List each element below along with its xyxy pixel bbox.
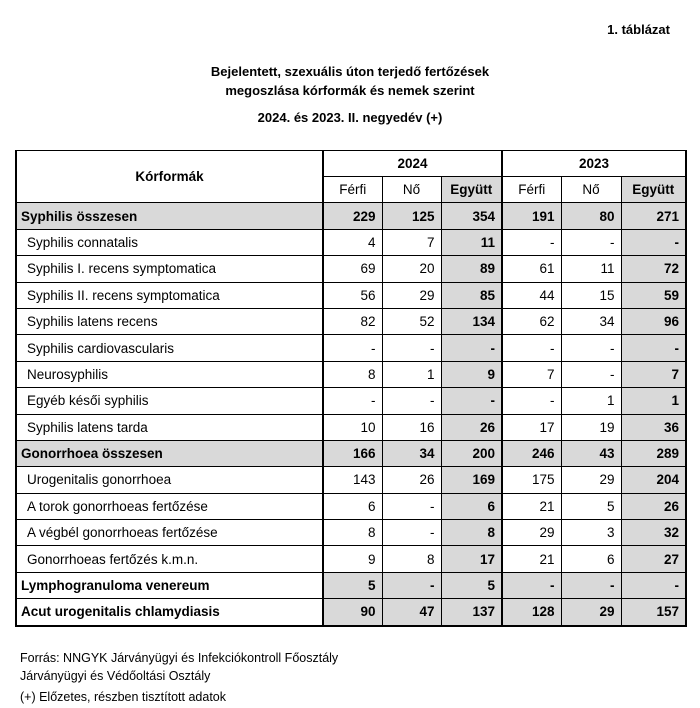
cell-female-2024: - xyxy=(382,520,441,546)
cell-total-2023: 59 xyxy=(621,282,686,308)
cell-total-2023: 27 xyxy=(621,546,686,572)
cell-total-2024: 134 xyxy=(441,308,502,334)
header-year-2023: 2023 xyxy=(502,151,686,177)
cell-total-2023: 32 xyxy=(621,520,686,546)
row-label: Gonorrhoea összesen xyxy=(16,440,323,466)
table-row xyxy=(16,361,686,387)
row-label: Syphilis latens tarda xyxy=(16,414,323,440)
cell-male-2024: 229 xyxy=(323,203,382,229)
title-line-1: Bejelentett, szexuális úton terjedő fertőzések xyxy=(210,64,490,79)
header-male-2024: Férfi xyxy=(323,177,382,203)
row-label: Lymphogranuloma venereum xyxy=(16,572,323,598)
cell-male-2023: 7 xyxy=(502,361,561,387)
cell-total-2024: 8 xyxy=(441,520,502,546)
cell-total-2023: 7 xyxy=(621,361,686,387)
table-row xyxy=(16,414,686,440)
cell-male-2023: 175 xyxy=(502,467,561,493)
cell-total-2024: - xyxy=(441,335,502,361)
cell-total-2024: 5 xyxy=(441,572,502,598)
cell-female-2024: 34 xyxy=(382,440,441,466)
table-row xyxy=(16,493,686,519)
cell-total-2024: 26 xyxy=(441,414,502,440)
cell-male-2023: - xyxy=(502,335,561,361)
cell-male-2024: - xyxy=(323,388,382,414)
cell-total-2023: - xyxy=(621,335,686,361)
cell-male-2023: 44 xyxy=(502,282,561,308)
cell-male-2024: 6 xyxy=(323,493,382,519)
table-body xyxy=(16,203,686,626)
table-row xyxy=(16,308,686,334)
cell-total-2024: 200 xyxy=(441,440,502,466)
table-row xyxy=(16,229,686,255)
row-label: Acut urogenitalis chlamydiasis xyxy=(16,599,323,626)
cell-total-2024: - xyxy=(441,388,502,414)
cell-total-2023: 289 xyxy=(621,440,686,466)
cell-male-2024: 8 xyxy=(323,520,382,546)
cell-female-2023: 3 xyxy=(561,520,621,546)
cell-female-2023: 6 xyxy=(561,546,621,572)
cell-male-2024: 5 xyxy=(323,572,382,598)
cell-female-2024: 1 xyxy=(382,361,441,387)
header-year-2024: 2024 xyxy=(323,151,502,177)
cell-total-2023: 157 xyxy=(621,599,686,626)
cell-female-2023: 11 xyxy=(561,256,621,282)
table-row xyxy=(16,467,686,493)
cell-total-2023: 36 xyxy=(621,414,686,440)
cell-total-2023: 96 xyxy=(621,308,686,334)
cell-male-2024: 56 xyxy=(323,282,382,308)
cell-male-2023: 191 xyxy=(502,203,561,229)
source-line-1: Forrás: NNGYK Járványügyi és Infekciókontroll Főosztály xyxy=(20,651,339,665)
table-row xyxy=(16,546,686,572)
header-total-2024: Együtt xyxy=(441,177,502,203)
cell-male-2024: 8 xyxy=(323,361,382,387)
cell-female-2024: 7 xyxy=(382,229,441,255)
cell-female-2024: 125 xyxy=(382,203,441,229)
row-label: Syphilis cardiovascularis xyxy=(16,335,323,361)
table-row xyxy=(16,572,686,598)
table-row xyxy=(16,388,686,414)
cell-female-2024: - xyxy=(382,335,441,361)
table-row xyxy=(16,440,686,466)
subtitle: 2024. és 2023. II. negyedév (+) xyxy=(257,110,443,125)
cell-male-2023: 29 xyxy=(502,520,561,546)
cell-total-2023: 271 xyxy=(621,203,686,229)
cell-total-2024: 354 xyxy=(441,203,502,229)
cell-total-2024: 85 xyxy=(441,282,502,308)
cell-female-2023: - xyxy=(561,335,621,361)
cell-total-2024: 17 xyxy=(441,546,502,572)
table-number: 1. táblázat xyxy=(607,22,670,37)
table-row xyxy=(16,256,686,282)
row-label: Urogenitalis gonorrhoea xyxy=(16,467,323,493)
table-row xyxy=(16,599,686,626)
row-label: Syphilis latens recens xyxy=(16,308,323,334)
cell-total-2024: 137 xyxy=(441,599,502,626)
cell-total-2024: 6 xyxy=(441,493,502,519)
cell-male-2023: - xyxy=(502,572,561,598)
title-line-2: megoszlása kórformák és nemek szerint xyxy=(225,83,475,98)
cell-total-2024: 169 xyxy=(441,467,502,493)
header-male-2023: Férfi xyxy=(502,177,561,203)
row-label: Syphilis I. recens symptomatica xyxy=(16,256,323,282)
cell-female-2023: 34 xyxy=(561,308,621,334)
cell-male-2023: 62 xyxy=(502,308,561,334)
std-table xyxy=(15,150,687,627)
cell-total-2024: 11 xyxy=(441,229,502,255)
cell-female-2023: 1 xyxy=(561,388,621,414)
cell-female-2024: - xyxy=(382,493,441,519)
cell-total-2023: 72 xyxy=(621,256,686,282)
cell-male-2024: 82 xyxy=(323,308,382,334)
cell-female-2024: 16 xyxy=(382,414,441,440)
cell-female-2024: 29 xyxy=(382,282,441,308)
table-row xyxy=(16,335,686,361)
cell-female-2023: - xyxy=(561,572,621,598)
cell-female-2023: 19 xyxy=(561,414,621,440)
cell-total-2023: 1 xyxy=(621,388,686,414)
cell-female-2024: 52 xyxy=(382,308,441,334)
cell-female-2024: - xyxy=(382,388,441,414)
cell-female-2024: 8 xyxy=(382,546,441,572)
table-row xyxy=(16,520,686,546)
cell-female-2023: 29 xyxy=(561,599,621,626)
cell-total-2023: - xyxy=(621,572,686,598)
cell-total-2023: - xyxy=(621,229,686,255)
cell-male-2024: 4 xyxy=(323,229,382,255)
row-label: Egyéb késői syphilis xyxy=(16,388,323,414)
cell-female-2023: - xyxy=(561,361,621,387)
cell-male-2024: 143 xyxy=(323,467,382,493)
cell-female-2023: 29 xyxy=(561,467,621,493)
cell-male-2023: 128 xyxy=(502,599,561,626)
cell-female-2024: 26 xyxy=(382,467,441,493)
cell-female-2023: 5 xyxy=(561,493,621,519)
cell-female-2023: 43 xyxy=(561,440,621,466)
cell-male-2023: 61 xyxy=(502,256,561,282)
cell-total-2023: 204 xyxy=(621,467,686,493)
cell-male-2024: 69 xyxy=(323,256,382,282)
cell-female-2023: 80 xyxy=(561,203,621,229)
row-label: Syphilis connatalis xyxy=(16,229,323,255)
table-row xyxy=(16,282,686,308)
cell-male-2024: 166 xyxy=(323,440,382,466)
cell-male-2023: 17 xyxy=(502,414,561,440)
cell-male-2023: 21 xyxy=(502,493,561,519)
cell-female-2023: - xyxy=(561,229,621,255)
row-label: A végbél gonorrhoeas fertőzése xyxy=(16,520,323,546)
cell-male-2024: 10 xyxy=(323,414,382,440)
row-label: Syphilis összesen xyxy=(16,203,323,229)
row-label: A torok gonorrhoeas fertőzése xyxy=(16,493,323,519)
cell-total-2024: 9 xyxy=(441,361,502,387)
cell-total-2024: 89 xyxy=(441,256,502,282)
row-label: Syphilis II. recens symptomatica xyxy=(16,282,323,308)
cell-male-2023: - xyxy=(502,388,561,414)
cell-total-2023: 26 xyxy=(621,493,686,519)
cell-male-2023: 21 xyxy=(502,546,561,572)
header-total-2023: Együtt xyxy=(621,177,686,203)
cell-male-2023: 246 xyxy=(502,440,561,466)
cell-male-2024: - xyxy=(323,335,382,361)
cell-female-2024: - xyxy=(382,572,441,598)
cell-female-2024: 20 xyxy=(382,256,441,282)
cell-male-2024: 9 xyxy=(323,546,382,572)
footnote: (+) Előzetes, részben tisztított adatok xyxy=(20,690,226,704)
cell-female-2023: 15 xyxy=(561,282,621,308)
header-female-2023: Nő xyxy=(561,177,621,203)
header-disease: Kórformák xyxy=(16,151,323,203)
table-row xyxy=(16,203,686,229)
cell-male-2023: - xyxy=(502,229,561,255)
row-label: Neurosyphilis xyxy=(16,361,323,387)
row-label: Gonorrhoeas fertőzés k.m.n. xyxy=(16,546,323,572)
cell-male-2024: 90 xyxy=(323,599,382,626)
source-line-2: Járványügyi és Védőoltási Osztály xyxy=(20,669,211,683)
cell-female-2024: 47 xyxy=(382,599,441,626)
header-female-2024: Nő xyxy=(382,177,441,203)
